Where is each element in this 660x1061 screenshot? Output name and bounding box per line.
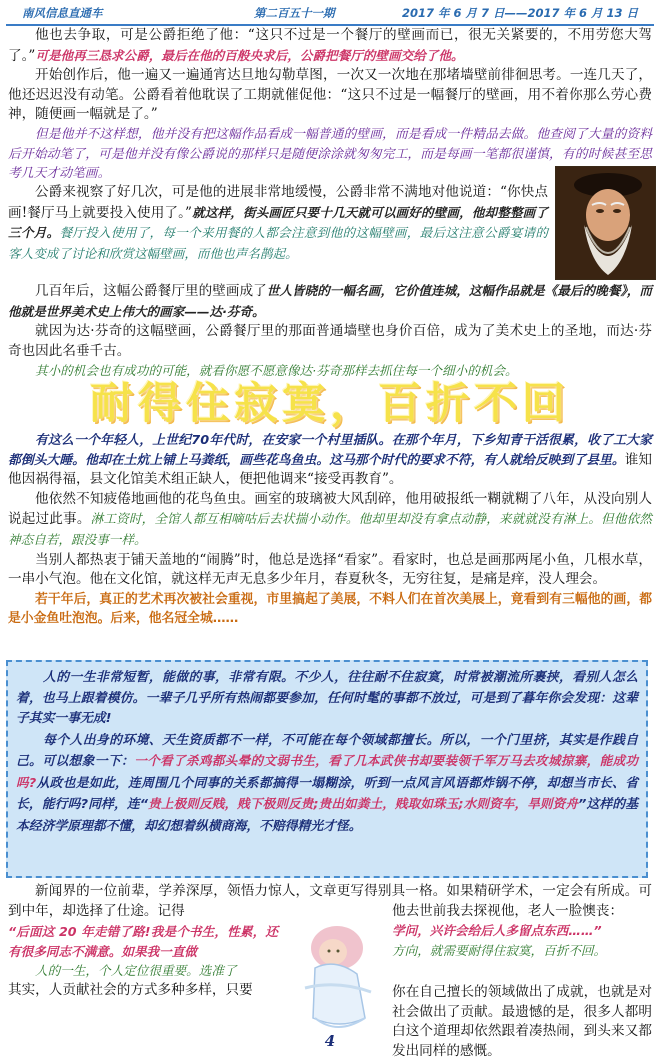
commentary-paragraph <box>16 730 638 838</box>
paragraph <box>8 26 652 66</box>
paragraph-text: 谁知他因祸得福，县文化馆美术组正缺人，便把他调来“接受再教育”。 <box>8 451 653 488</box>
paragraph: 新闻界的一位前辈，学养深厚，领悟力惊人，文章更写得别具一格。如果精研学术，一定会有所成。可到中年，却选择了仕途。记得 <box>8 883 652 919</box>
paragraph <box>8 431 652 490</box>
highlight-text: 可是他再三恳求公爵，最后在他的百般央求后，公爵把餐厅的壁画交给了他。 <box>35 47 464 63</box>
ending-right-column <box>392 882 652 960</box>
page-header <box>8 4 652 24</box>
paragraph: 开始创作后，他一遍又一遍通宵达旦地勾勒草图，一次又一次地在那堵墙壁前徘徊思考。一连几天了，他还迟迟没有动笔。公爵看着他耽误了工期就催促他：“这只不过是一幅餐厅的壁画，用不着你那么劳心费神，随便画一幅就是了。” <box>8 67 652 123</box>
paragraph: 其实，人贡献社会的方式多种多样，只要 <box>8 981 253 998</box>
highlight-text: 餐厅投入使用了，每一个来用餐的人都会注意到他的这幅壁画，最后这注意公爵宴请的客人变成了讨论和欣赏这幅壁画，而他也声名鹊起。 <box>8 225 549 261</box>
commentary-quote: 贵上极则反贱，贱下极则反贵;贵出如粪土，贱取如珠玉;水则资车，旱则资舟 <box>148 796 579 811</box>
paragraph: 你在自己擅长的领域做出了成就，也就是对社会做出了贡献。最遗憾的是，很多人都明白这个道理却依然跟着凑热闹，到头来又都发出同样的感慨。 <box>392 984 652 1059</box>
paragraph <box>8 183 548 264</box>
article-top <box>8 26 652 184</box>
commentary-text-span: 每个人出身的环境、天生资质都不一样，不可能在每个领域都擅长。所以，一个门里挤，其实是作践自己。可以想象一下： <box>16 732 638 769</box>
reason-text: 方向，就需要耐得住寂寞，百折不回。 <box>392 942 607 958</box>
highlight-text: 就这样，街头画匠只要十几天就可以画好的壁画，他却整整画了三个月。 <box>8 204 548 241</box>
story-section <box>8 431 652 629</box>
page-number: 4 <box>324 1032 336 1050</box>
article-bottom <box>8 281 652 381</box>
commentary-paragraph: 人的一生非常短暂，能做的事，非常有限。不少人，往往耐不住寂寞，时常被潮流所裹挟，看别人怎么着，也马上跟着模仿。一辈子几乎所有热闹都要参加，任何时髦的事都不放过，可是到了暮年你会发现：这辈子其实一事无成! <box>16 670 638 726</box>
commentary-highlight: 一个看了杀鸡都头晕的文弱书生，看了几本武侠书却要装领千军万马去攻城掠寨，能成功吗? <box>16 753 639 790</box>
paragraph: 他去世前我去探视他，老人一脸懊丧： <box>392 902 624 919</box>
paragraph-text: 他也去争取，可是公爵拒绝了他：“这只不过是一个餐厅的壁画而已，很无关紧要的，不用劳您大驾了。” <box>8 27 652 64</box>
highlight-text: 有这么一个年轻人，上世纪70年代时，在安家一个村里插队。在那个年月，下乡知青干活很累，收了工大家都倒头大睡。他却在土炕上铺上马粪纸，画些花鸟鱼虫。这马那个时代的要求不符，有人就给反映到了县里。 <box>8 433 652 468</box>
paragraph-text: 几百年后，这幅公爵餐厅里的壁画成了 <box>35 283 267 299</box>
paragraph <box>8 490 652 551</box>
highlight-text: 淋工资时，全馆人都互相嘀咕后去状揣小动作。他却里却没有拿点动静，来就就没有淋上。但他依然神态自若，跟没事一样。 <box>8 511 653 547</box>
highlight-paragraph: 但是他并不这样想，他并没有把这幅作品看成一幅普通的壁画，而是看成一件精品去做。他查阅了大量的资料后开始动笔了，可是他并没有像公爵说的那样只是随便涂涂就匆匆完工，而是每画一笔都很谨慎，有的时候甚至思考几天才动笔画。 <box>8 126 652 182</box>
commentary-box <box>6 660 648 878</box>
commentary-text-span: ”这样的基本经济学原理都不懂，却幻想着纵横商海，不赔得精光才怪。 <box>16 797 638 834</box>
reason-text: 人的一生，个人定位很重要。选准了 <box>35 963 237 979</box>
paragraph <box>8 281 652 322</box>
article-middle <box>8 183 548 264</box>
portrait-illustration <box>556 167 655 279</box>
highlight-text: 世人皆晓的一幅名画，它价值连城，这幅作品就是《最后的晚餐》，而他就是世界美术史上伟大的画家——达·芬奇。 <box>8 283 653 319</box>
header-dates: 2017 年 6 月 7 日——2017 年 6 月 13 日 <box>401 6 638 20</box>
header-publication: 南风信息直通车 <box>22 6 103 20</box>
paragraph: 就因为达·芬奇的这幅壁画，公爵餐厅里的那面普通墙壁也身价百倍，成为了美术史上的圣地，而达·芬奇也因此名垂千古。 <box>8 323 652 359</box>
quote-text: “后面这 20 年走错了路!我是个书生，性累，还有很多同志不满意。如果我一直做 <box>8 924 278 959</box>
paragraph: 当别人都热衷于铺天盖地的“闹腾”时，他总是选择“看家”。看家时，也总是画那两尾小鱼，几根水草，一串小气泡。他在文化馆，就这样无声无息多少年月，春夏秋冬，无穷往复，是痛是痒，没人理会。 <box>8 551 652 588</box>
paragraph-text: 公爵来视察了好几次，可是他的进展非常地缓慢，公爵非常不满地对他说道：“你快点画!餐厅马上就要投入使用了。” <box>8 184 548 221</box>
closing-highlight: 其小的机会也有成功的可能，就看你愿不愿意像达·芬奇那样去抓住每一个细小的机会。 <box>35 363 518 379</box>
quote-text: 学问，兴许会给后人多留点东西……” <box>392 923 602 939</box>
section-title-banner: 耐得住寂寞，百折不回 <box>90 379 570 429</box>
commentary-text <box>16 668 638 837</box>
highlight-paragraph: 若干年后，真正的艺术再次被社会重视，市里搞起了美展，不料人们在首次美展上，竟看到有三幅他的画，都是小金鱼吐泡泡。后来，他名冠全城…… <box>8 591 652 627</box>
header-issue: 第二百五十一期 <box>254 6 335 20</box>
commentary-text-span: 从政也是如此，连周围几个同事的关系都搞得一塌糊涂，听到一点风言风语都炸锅不停，却想当市长、省长，能行吗?同样，连“ <box>16 775 638 812</box>
da-vinci-portrait-image <box>555 166 656 280</box>
paragraph-text: 他依然不知疲倦地画他的花鸟鱼虫。画室的玻璃被大风刮碎，他用破报纸一糊就糊了八年，从没向别人说起过此事。 <box>8 490 652 528</box>
